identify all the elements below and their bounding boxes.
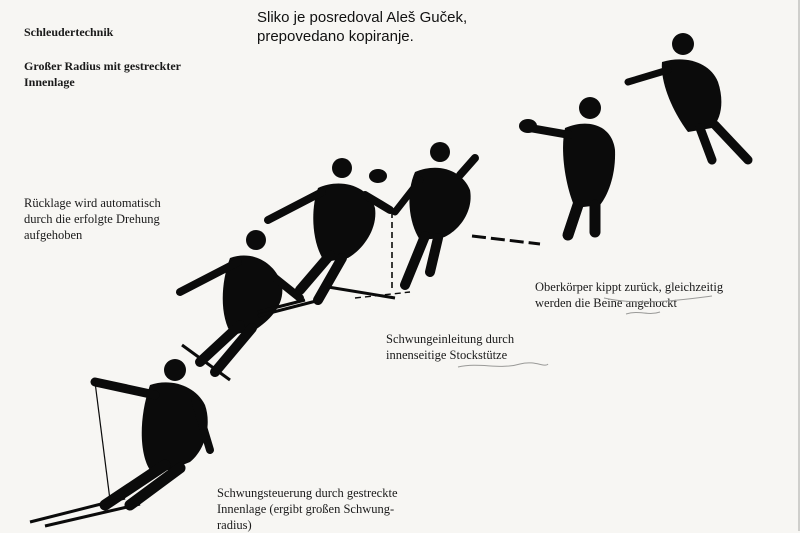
page-title: Schleudertechnik [24,25,114,39]
caption-line: aufgehoben [24,228,83,242]
caption-line: werden die Beine angehockt [535,296,677,310]
caption-line: Oberkörper kippt zurück, gleichzeitig [535,280,724,294]
caption-line: innenseitige Stockstütze [386,348,508,362]
skier-silhouette-1 [30,359,210,526]
caption-line: Schwungsteuerung durch gestreckte [217,486,398,500]
pencil-underline [604,296,712,302]
pencil-underline [458,363,548,367]
skier-silhouette-2 [180,230,305,380]
credit-line: prepovedano kopiranje. [257,28,414,45]
skier-silhouette-5 [472,97,615,244]
caption-line: Schwungeinleitung durch [386,332,515,346]
skier-silhouette-6 [628,33,748,160]
caption-line: Rücklage wird automatisch [24,196,161,210]
caption-line: Innenlage (ergibt großen Schwung- [217,502,395,516]
pencil-underline [626,312,660,314]
subtitle-line: Großer Radius mit gestreckter [24,59,181,73]
subtitle-line: Innenlage [24,75,75,89]
caption-line: radius) [217,518,252,532]
caption-line: durch die erfolgte Drehung [24,212,160,226]
credit-line: Sliko je posredoval Aleš Guček, [257,9,468,26]
